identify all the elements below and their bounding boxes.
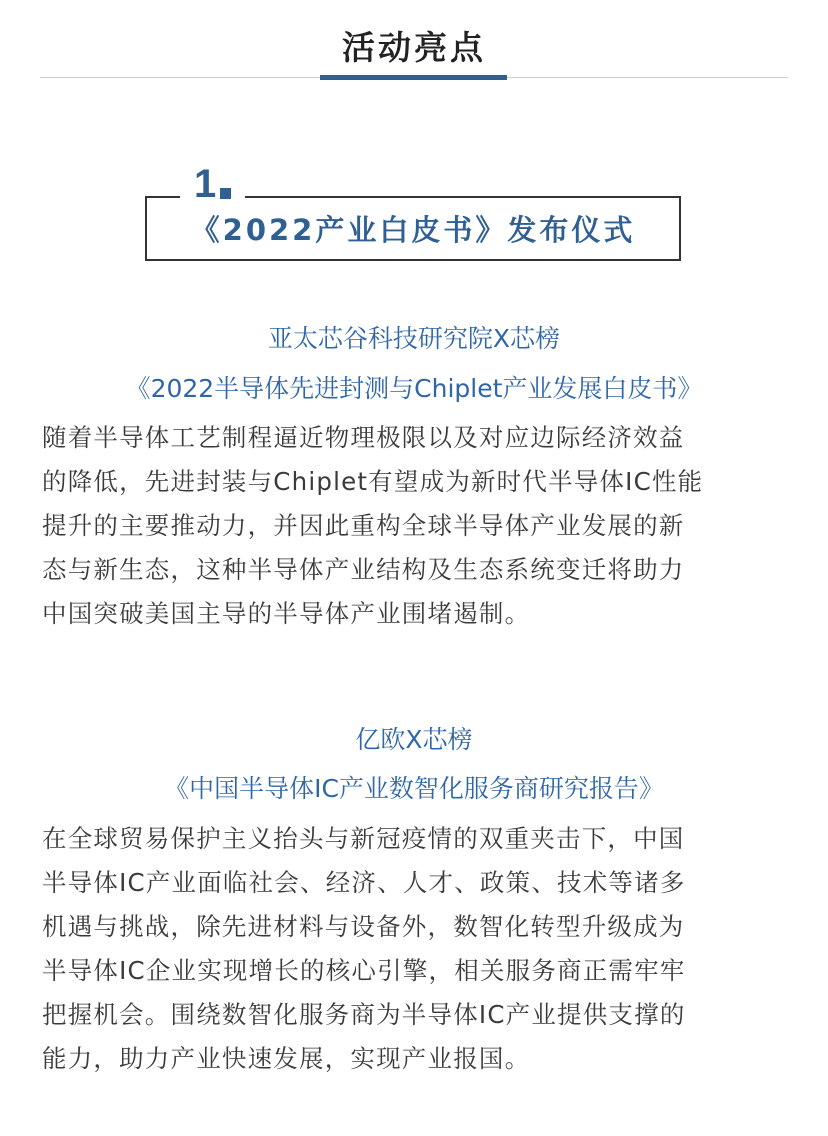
item-2-description [42,817,802,1081]
item-2-report-title: 《中国半导体IC产业数智化服务商研究报告》 [164,774,664,803]
item-1-description [42,416,802,636]
paragraph-line: 能力，助力产业快速发展，实现产业报国。 [42,1044,531,1073]
paragraph-line: 态与新生态，这种半导体产业结构及生态系统变迁将助力 [42,555,685,584]
paragraph-line: 把握机会。围绕数智化服务商为半导体IC产业提供支撑的 [42,1000,686,1029]
paragraph-line: 的降低，先进封装与Chiplet有望成为新时代半导体IC性能 [42,467,704,496]
paragraph-line: 提升的主要推动力，并因此重构全球半导体产业发展的新 [42,511,685,540]
paragraph-line: 半导体IC产业面临社会、经济、人才、政策、技术等诸多 [42,868,686,897]
paragraph-line: 在全球贸易保护主义抬头与新冠疫情的双重夹击下，中国 [42,824,685,853]
paragraph-line: 随着半导体工艺制程逼近物理极限以及对应边际经济效益 [42,423,685,452]
section-header [0,0,828,90]
paragraph-line: 中国突破美国主导的半导体产业围堵遏制。 [42,599,531,628]
paragraph-line: 机遇与挑战，除先进材料与设备外，数智化转型升级成为 [42,912,685,941]
paragraph-line: 半导体IC企业实现增长的核心引擎，相关服务商正需牢牢 [42,956,686,985]
section-number: 1 [194,162,217,206]
section-number-badge [180,161,245,207]
section-number-dot [220,188,231,199]
title-underline-accent [320,75,507,80]
item-2-org: 亿欧X芯榜 [355,725,473,754]
page-title: 活动亮点 [342,28,486,67]
section-title: 《2022产业白皮书》发布仪式 [190,213,636,247]
item-1-org: 亚太芯谷科技研究院X芯榜 [267,324,561,353]
item-1-report-title: 《2022半导体先进封测与Chiplet产业发展白皮书》 [125,374,703,403]
